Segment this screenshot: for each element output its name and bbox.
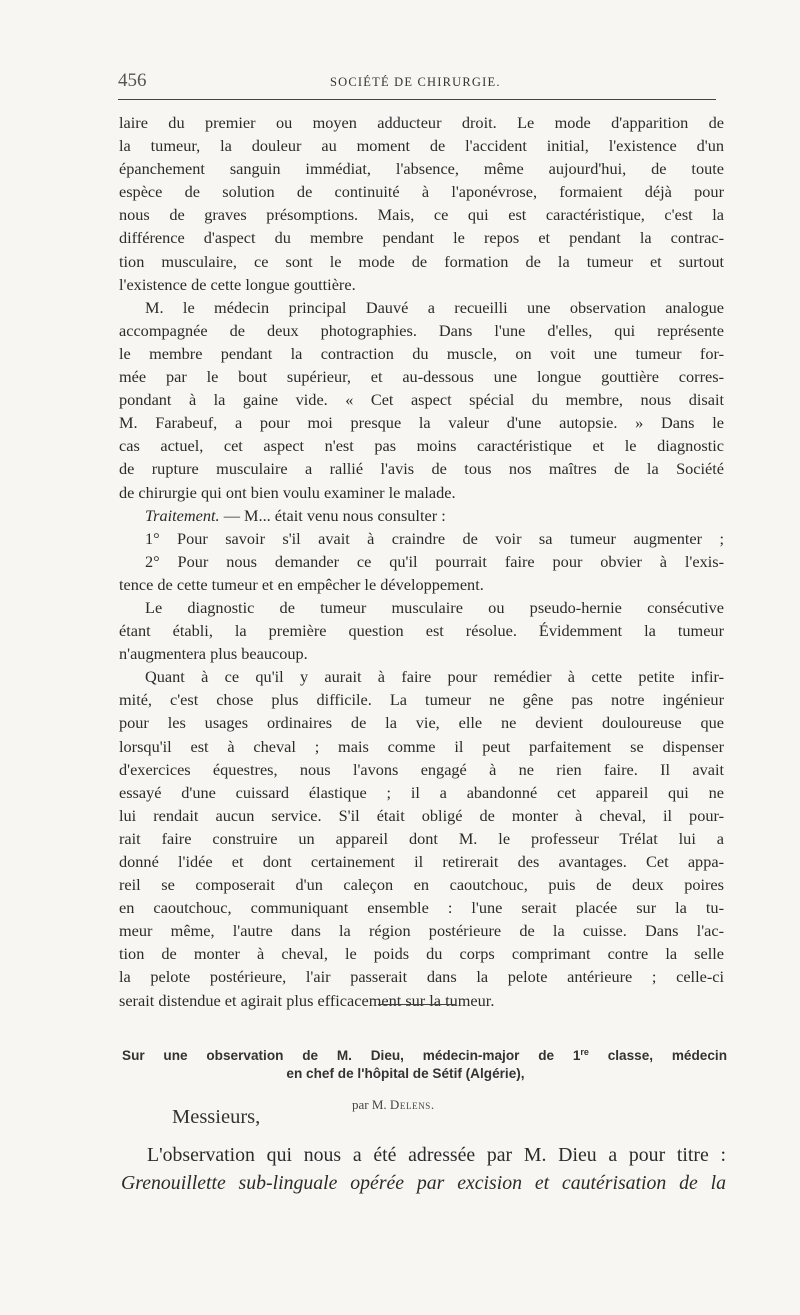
running-title: SOCIÉTÉ DE CHIRURGIE.: [330, 75, 501, 89]
lead-line: L'observation qui nous a été adressée par M. Dieu a pour titre :: [147, 1144, 726, 1166]
header-rule: [118, 99, 716, 100]
text-line: étant établi, la première question est résolue. Évidemment la tumeur: [119, 621, 724, 641]
text-line: l'existence de cette longue gouttière.: [119, 274, 356, 294]
body-text: [119, 111, 724, 1012]
text-line: d'exercices équestres, nous l'avons engagé à ne rien faire. Il avait: [119, 759, 724, 779]
text-line: tion de monter à cheval, le poids du corps comprimant contre la selle: [119, 944, 724, 964]
article-lead: [121, 1142, 726, 1197]
lead-line-italic: Grenouillette sub-linguale opérée par excision et cautérisation de la: [121, 1171, 726, 1194]
text-line: pour les usages ordinaires de la vie, elle ne devient douloureuse que: [119, 713, 724, 733]
text-line: de chirurgie qui ont bien voulu examiner le malade.: [119, 482, 456, 502]
author-prefix: par M.: [352, 1097, 390, 1112]
treatment-line: Traitement. — M... était venu nous consulter :: [145, 505, 446, 525]
article-title-line-1: [122, 1041, 727, 1063]
text-line: reil se composerait d'un caleçon en caoutchouc, puis de deux poires: [119, 875, 724, 895]
text-line: Quant à ce qu'il y aurait à faire pour remédier à cette petite infir-: [145, 667, 724, 687]
text-line: 2° Pour nous demander ce qu'il pourrait faire pour obvier à l'exis-: [145, 551, 724, 571]
text-line: tion musculaire, ce sont le mode de formation de la tumeur et surtout: [119, 251, 724, 271]
text-line: 1° Pour savoir s'il avait à craindre de voir sa tumeur augmenter ;: [145, 528, 724, 548]
author-name: Delens.: [389, 1097, 435, 1112]
text-line: lui rendait aucun service. S'il était obligé de monter à cheval, il pour-: [119, 805, 724, 825]
text-line: nous de graves présomptions. Mais, ce qui est caractéristique, c'est la: [119, 205, 724, 225]
text-line: épanchement sanguin immédiat, l'absence, même aujourd'hui, de toute: [119, 159, 724, 179]
article-title: [122, 1041, 727, 1085]
text-line: accompagnée de deux photographies. Dans l'une d'elles, qui représente: [119, 320, 724, 340]
title-superscript: re: [580, 1047, 589, 1057]
text-line: le membre pendant la contraction du muscle, on voit une tumeur for-: [119, 343, 724, 363]
text-line: rait faire construire un appareil dont M. le professeur Trélat lui a: [119, 828, 724, 848]
text-line: meur même, l'autre dans la région postérieure de la cuisse. Dans l'ac-: [119, 921, 724, 941]
text-line: laire du premier ou moyen adducteur droit. Le mode d'apparition de: [119, 113, 724, 132]
page-header: [118, 70, 716, 94]
text-line: mité, c'est chose plus difficile. La tumeur ne gêne pas notre ingénieur: [119, 690, 724, 710]
text-line: la tumeur, la douleur au moment de l'accident initial, l'existence d'un: [119, 136, 724, 156]
section-separator: [378, 1004, 456, 1005]
title-text-b: classe, médecin: [588, 1048, 727, 1063]
text-line: la pelote postérieure, l'air passerait dans la pelote antérieure ; celle-ci: [119, 967, 724, 987]
text-line: de rupture musculaire a rallié l'avis de tous nos maîtres de la Société: [119, 459, 724, 479]
article-title-line-2: en chef de l'hôpital de Sétif (Algérie),: [286, 1066, 525, 1081]
text-line: pondant à la gaine vide. « Cet aspect spécial du membre, nous disait: [119, 390, 724, 410]
page-number: 456: [118, 70, 147, 91]
text-line: différence d'aspect du membre pendant le repos et pendant la contrac-: [119, 228, 724, 248]
text-line: essayé d'une cuissard élastique ; il a abandonné cet appareil qui ne: [119, 782, 724, 802]
text-line: Le diagnostic de tumeur musculaire ou pseudo-hernie consécutive: [145, 597, 724, 617]
text-line: serait distendue et agirait plus efficacement sur la tumeur.: [119, 990, 495, 1010]
salutation: Messieurs,: [172, 1106, 261, 1128]
text-line: lorsqu'il est à cheval ; mais comme il peut parfaitement se dispenser: [119, 736, 724, 756]
author-byline: [352, 1097, 435, 1113]
text-line: M. Farabeuf, a pour moi presque la valeur d'une autopsie. » Dans le: [119, 413, 724, 433]
title-text-a: Sur une observation de M. Dieu, médecin-major de 1: [122, 1048, 581, 1063]
text-line: cas actuel, cet aspect n'est pas moins caractéristique et le diagnostic: [119, 436, 724, 456]
text-line: n'augmentera plus beaucoup.: [119, 644, 308, 664]
text-line: espèce de solution de continuité à l'aponévrose, formaient déjà pour: [119, 182, 724, 202]
text-line: donné l'idée et dont certainement il retirerait des avantages. Cet appa-: [119, 852, 724, 871]
text-line: tence de cette tumeur et en empêcher le développement.: [119, 574, 484, 594]
text-line: M. le médecin principal Dauvé a recueilli une observation analogue: [145, 297, 724, 317]
treatment-heading: Traitement.: [145, 505, 220, 525]
text-line: en caoutchouc, communiquant ensemble : l'une serait placée sur la tu-: [119, 898, 724, 918]
text-line: mée par le bout supérieur, et au-dessous une longue gouttière corres-: [119, 367, 724, 387]
